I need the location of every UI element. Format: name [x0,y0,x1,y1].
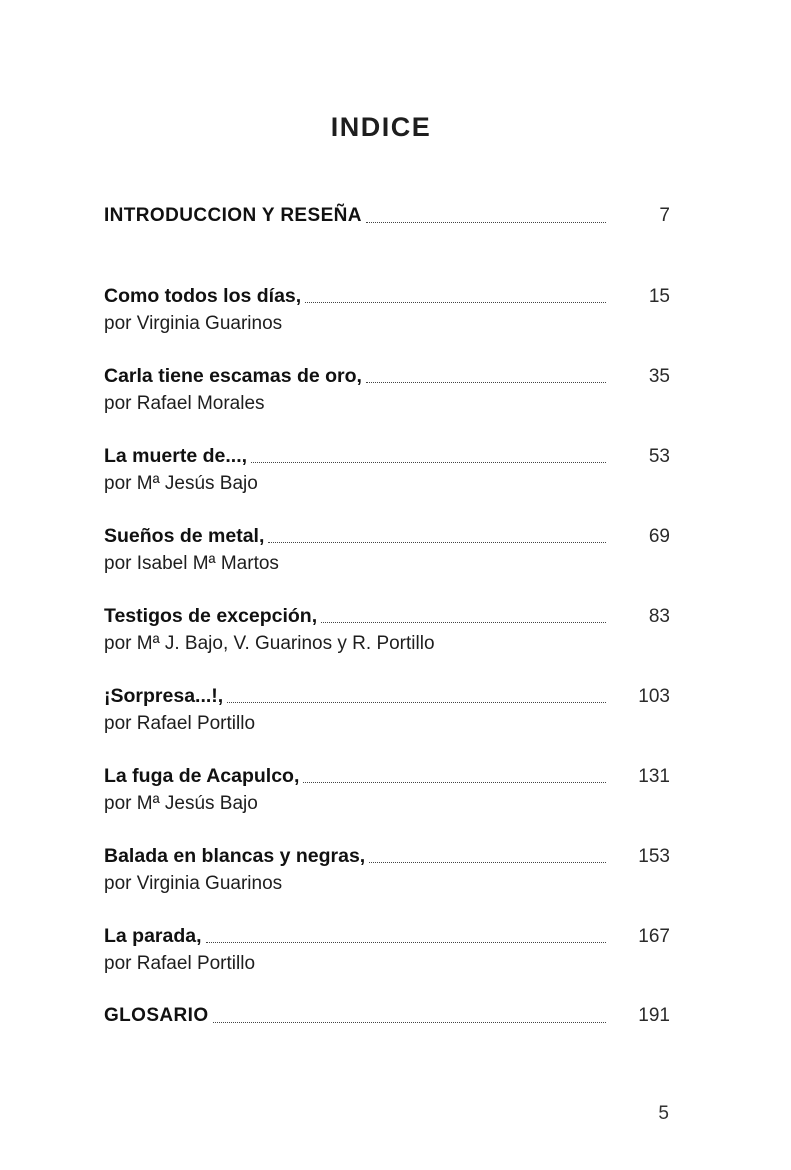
toc-entry-page: 131 [638,766,670,787]
page-number: 5 [658,1103,669,1124]
toc-entry-line [104,682,670,710]
toc-entry [104,922,670,1002]
toc-entry-author: por Mª J. Bajo, V. Guarinos y R. Portillo [104,633,435,654]
toc-entry-title: La fuga de Acapulco, [104,765,300,787]
toc-entry-title: Balada en blancas y negras, [104,845,366,867]
dot-leader [251,462,606,463]
dot-leader [303,782,606,783]
dot-leader [268,542,606,543]
toc-entry-line [104,442,670,470]
toc-entry-author: por Mª Jesús Bajo [104,793,258,814]
toc-entry-line [104,362,670,390]
toc-entry-author: por Virginia Guarinos [104,873,283,894]
toc-entry-title: ¡Sorpresa...!, [104,685,224,707]
dot-leader [366,222,606,223]
toc-entry-title: INTRODUCCION Y RESEÑA [104,205,362,226]
page-title: INDICE [330,112,432,142]
toc-entry-author: por Virginia Guarinos [104,313,283,334]
toc-entry [104,602,670,682]
toc-entry-title: Testigos de excepción, [104,605,318,627]
toc-entry-page: 153 [638,846,670,867]
toc-entry [104,522,670,602]
toc-entry-line [104,522,670,550]
toc-entry-author: por Mª Jesús Bajo [104,473,258,494]
table-of-contents [104,202,670,1082]
toc-entry [104,282,670,362]
toc-entry-author: por Rafael Portillo [104,713,256,734]
toc-entry [104,842,670,922]
dot-leader [366,382,606,383]
toc-entry-author: por Isabel Mª Martos [104,553,279,574]
toc-entry-page: 35 [648,366,670,387]
toc-entry [104,442,670,522]
toc-entry-line [104,202,670,230]
toc-entry-title: Como todos los días, [104,285,302,307]
toc-entry-line [104,282,670,310]
toc-entry-page: 191 [638,1005,670,1026]
dot-leader [369,862,606,863]
toc-entry-line [104,922,670,950]
toc-entry-line [104,842,670,870]
toc-entry-glosario [104,1002,670,1082]
dot-leader [321,622,606,623]
toc-entry-page: 69 [648,526,670,547]
toc-entry-line [104,762,670,790]
toc-entry-title: Sueños de metal, [104,525,265,547]
toc-entry-page: 167 [638,926,670,947]
toc-entry-page: 83 [648,606,670,627]
toc-entry [104,362,670,442]
dot-leader [213,1022,606,1023]
toc-entry-page: 7 [659,205,670,226]
toc-entry-page: 15 [648,286,670,307]
toc-entry-author: por Rafael Portillo [104,953,256,974]
toc-entry-line [104,1002,670,1030]
toc-entry-line [104,602,670,630]
toc-entry-page: 103 [638,686,670,707]
dot-leader [227,702,606,703]
toc-entry-page: 53 [648,446,670,467]
toc-entry-title: La muerte de..., [104,445,248,467]
toc-entry-title: Carla tiene escamas de oro, [104,365,362,387]
toc-entry [104,682,670,762]
dot-leader [305,302,606,303]
dot-leader [206,942,606,943]
toc-entry-author: por Rafael Morales [104,393,265,414]
toc-entry-introduccion [104,202,670,282]
toc-entry-title: GLOSARIO [104,1005,209,1026]
toc-entry [104,762,670,842]
toc-entry-title: La parada, [104,925,202,947]
